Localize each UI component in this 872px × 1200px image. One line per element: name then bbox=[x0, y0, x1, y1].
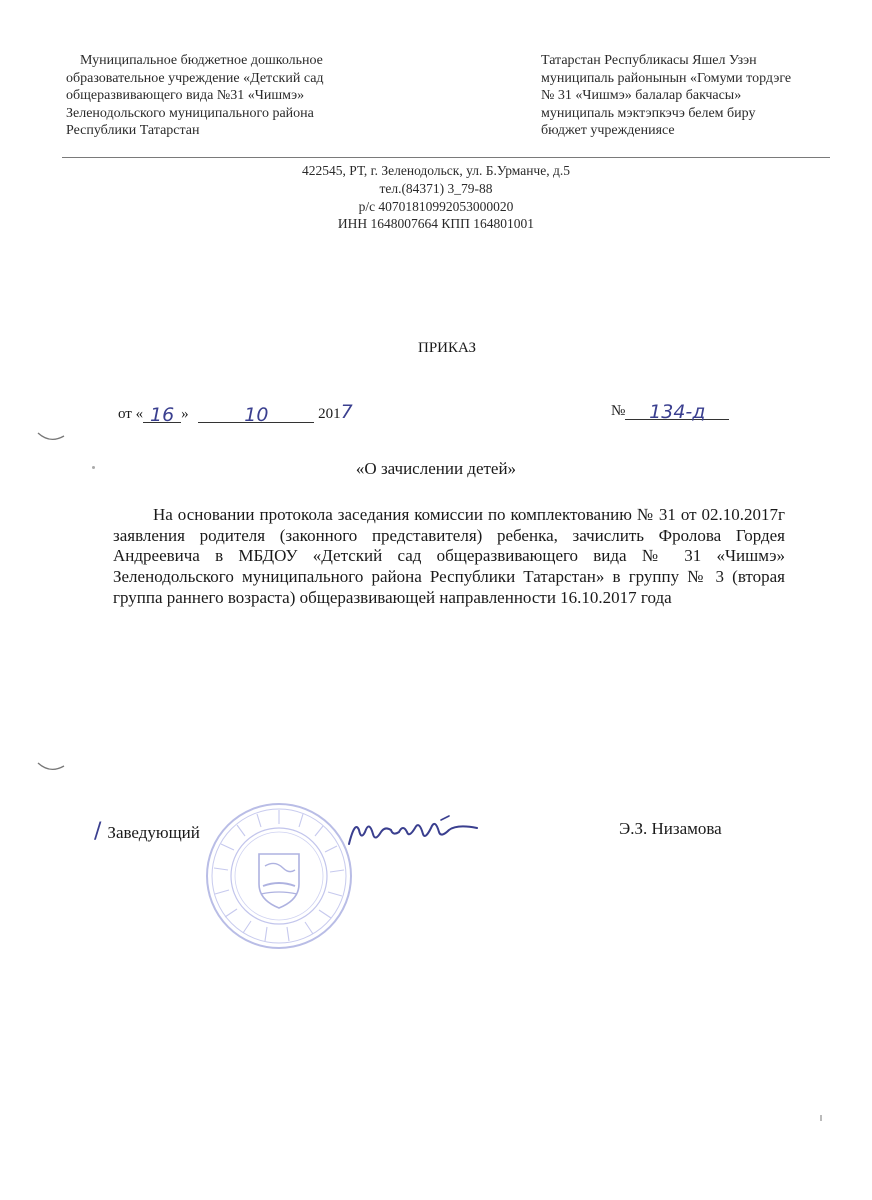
number-field bbox=[625, 401, 729, 423]
document-title: ПРИКАЗ bbox=[418, 340, 476, 356]
date-month: 10 bbox=[244, 404, 269, 426]
order-subject: «О зачислении детей» bbox=[355, 459, 517, 478]
phone-line: тел.(84371) 3_79-88 bbox=[379, 180, 493, 196]
header-divider bbox=[62, 157, 830, 158]
hole-punch-mark bbox=[36, 760, 66, 774]
header-left-line: Республики Татарстан bbox=[66, 123, 200, 138]
header-right-org bbox=[541, 52, 841, 140]
signature-role bbox=[94, 819, 200, 844]
date-close-quote: » bbox=[181, 406, 189, 422]
address-line: 422545, РТ, г. Зеленодольск, ул. Б.Урманче, д.5 bbox=[302, 163, 570, 178]
order-number bbox=[611, 401, 729, 423]
address-block bbox=[0, 162, 872, 233]
order-body-text: На основании протокола заседания комиссии по комплектованию № 31 от 02.10.2017г заявления родителя (законного представителя) ребенка, зачислить Фролова Гордея Андреевича в МБДОУ «Детский сад общеразвивающего вида № 31 «Чишмэ» Зеленодольского муниципального района Республики Татарстан» в группу № 3 (вторая группа раннего возраста) общеразвивающей направленности 16.10.2017 года bbox=[113, 505, 785, 607]
signatory-role: Заведующий bbox=[107, 823, 200, 842]
date-day-field bbox=[143, 404, 181, 426]
date-year-hand: 7 bbox=[340, 401, 353, 423]
header-left-line: Муниципальное бюджетное дошкольное bbox=[80, 53, 323, 68]
header-left-line: общеразвивающего вида №31 «Чишмэ» bbox=[66, 88, 305, 103]
date-month-field bbox=[198, 404, 314, 426]
date-open-quote: « bbox=[135, 406, 144, 422]
date-year-printed: 201 bbox=[318, 406, 341, 422]
header-left-org bbox=[66, 52, 386, 140]
order-number-value: 134-д bbox=[649, 401, 706, 423]
header-left-line: образовательное учреждение «Детский сад bbox=[66, 70, 324, 86]
account-line: р/с 40701810992053000020 bbox=[358, 198, 514, 214]
header-right-line: муниципаль районынын «Гомуми тордэге bbox=[541, 70, 792, 86]
scan-speck bbox=[820, 1115, 822, 1121]
date-prefix: от bbox=[118, 406, 132, 422]
header-right-line: № 31 «Чишмэ» балалар бакчасы» bbox=[541, 88, 742, 103]
handwritten-signature-icon bbox=[345, 810, 485, 852]
header-left-line: Зеленодольского муниципального района bbox=[66, 105, 314, 121]
number-prefix: № bbox=[611, 403, 626, 419]
official-seal-icon bbox=[203, 800, 355, 952]
header-right-line: Татарстан Республикасы Яшел Узэн bbox=[541, 53, 757, 68]
order-date bbox=[118, 401, 353, 426]
header-right-line: бюджет учреждениясе bbox=[541, 123, 675, 138]
hole-punch-mark bbox=[36, 430, 66, 444]
order-body bbox=[113, 505, 785, 609]
tax-id-line: ИНН 1648007664 КПП 164801001 bbox=[337, 216, 535, 232]
date-day: 16 bbox=[150, 404, 175, 426]
signatory-name: Э.З. Низамова bbox=[619, 819, 722, 838]
header-right-line: муниципаль мэктэпкэчэ белем биру bbox=[541, 105, 756, 121]
handwritten-mark: / bbox=[94, 819, 102, 844]
